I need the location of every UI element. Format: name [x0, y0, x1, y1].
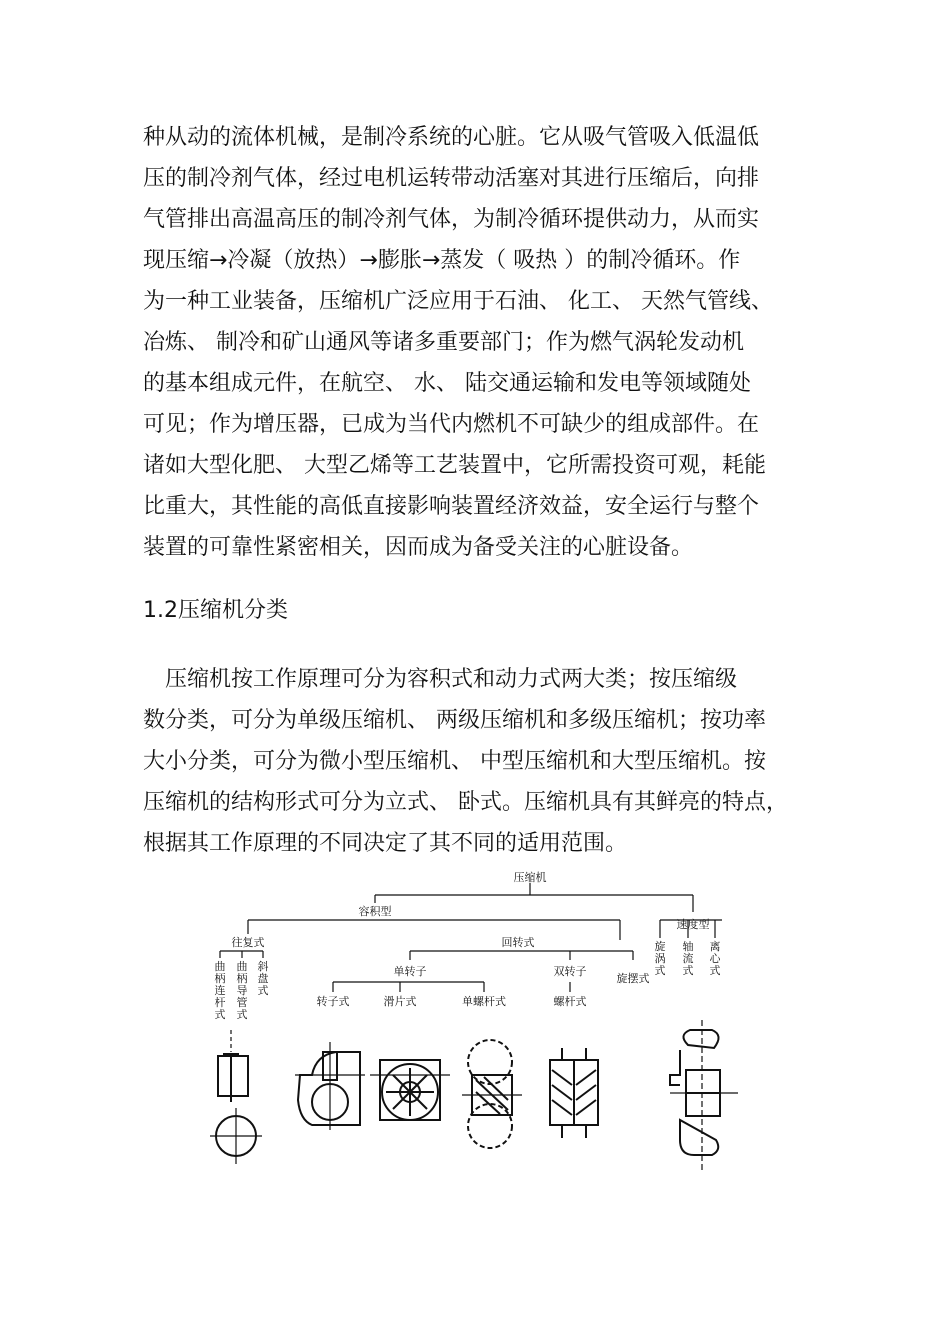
label-rotor-type: 转子式 [316, 995, 350, 1008]
label-velocity: 速度型 [676, 918, 710, 931]
label-swash: 斜盘式 [257, 960, 269, 997]
label-single-screw: 单螺杆式 [462, 995, 506, 1008]
text-line: 比重大，其性能的高低直接影响装置经济效益，安全运行与整个 [143, 494, 760, 519]
text-line: 冶炼、 制冷和矿山通风等诸多重要部门；作为燃气涡轮发动机 [143, 330, 744, 355]
label-crank: 曲柄连杆式 [214, 960, 226, 1021]
label-axial: 轴流式 [682, 940, 694, 977]
text-line: 为一种工业装备，压缩机广泛应用于石油、 化工、 天然气管线、 [143, 289, 773, 314]
text-line: 现压缩→冷凝（放热）→膨胀→蒸发（ 吸热 ）的制冷循环。作 [143, 248, 741, 273]
text-line: 数分类，可分为单级压缩机、 两级压缩机和多级压缩机；按功率 [143, 708, 766, 733]
label-positive-displacement: 容积型 [358, 905, 392, 918]
text-line: 压缩机的结构形式可分为立式、 卧式。压缩机具有其鲜亮的特点， [143, 790, 788, 815]
text-line: 压的制冷剂气体，经过电机运转带动活塞对其进行压缩后，向排 [143, 166, 760, 191]
section-heading: 1.2压缩机分类 [143, 598, 288, 623]
label-swing: 旋摆式 [616, 972, 650, 985]
twin-screw-illustration [550, 1048, 598, 1138]
label-reciprocating: 往复式 [231, 936, 265, 949]
label-single-rotor: 单转子 [393, 965, 427, 978]
paragraph-classification [143, 659, 843, 864]
label-scroll: 旋涡式 [654, 940, 666, 977]
label-centrifugal: 离心式 [709, 940, 721, 977]
text-line: 气管排出高温高压的制冷剂气体，为制冷循环提供动力，从而实 [143, 207, 760, 232]
label-compressor: 压缩机 [513, 871, 547, 884]
compressor-classification-figure [200, 870, 740, 1170]
vane-compressor-illustration [370, 1060, 450, 1120]
rotor-compressor-illustration [295, 1042, 365, 1130]
text-line: 可见；作为增压器，已成为当代内燃机不可缺少的组成部件。在 [143, 412, 760, 437]
text-line: 根据其工作原理的不同决定了其不同的适用范围。 [143, 831, 628, 856]
centrifugal-illustration [670, 1020, 738, 1170]
label-rotary: 回转式 [501, 936, 535, 949]
paragraph-intro [143, 117, 843, 568]
crank-piston-illustration [210, 1030, 262, 1164]
label-vane: 滑片式 [383, 995, 417, 1008]
text-line: 的基本组成元件，在航空、 水、 陆交通运输和发电等领域随处 [143, 371, 751, 396]
label-crank-guide: 曲柄导管式 [236, 960, 248, 1021]
text-line: 种从动的流体机械，是制冷系统的心脏。它从吸气管吸入低温低 [143, 125, 760, 150]
label-twin-rotor: 双转子 [553, 965, 587, 978]
single-screw-illustration [462, 1040, 522, 1148]
text-line: 大小分类，可分为微小型压缩机、 中型压缩机和大型压缩机。按 [143, 749, 766, 774]
text-line: 压缩机按工作原理可分为容积式和动力式两大类；按压缩级 [143, 667, 738, 692]
text-line: 诸如大型化肥、 大型乙烯等工艺装置中，它所需投资可观，耗能 [143, 453, 766, 478]
classification-tree-diagram [200, 870, 740, 1170]
label-twin-screw: 螺杆式 [553, 995, 587, 1008]
text-line: 装置的可靠性紧密相关，因而成为备受关注的心脏设备。 [143, 535, 694, 560]
